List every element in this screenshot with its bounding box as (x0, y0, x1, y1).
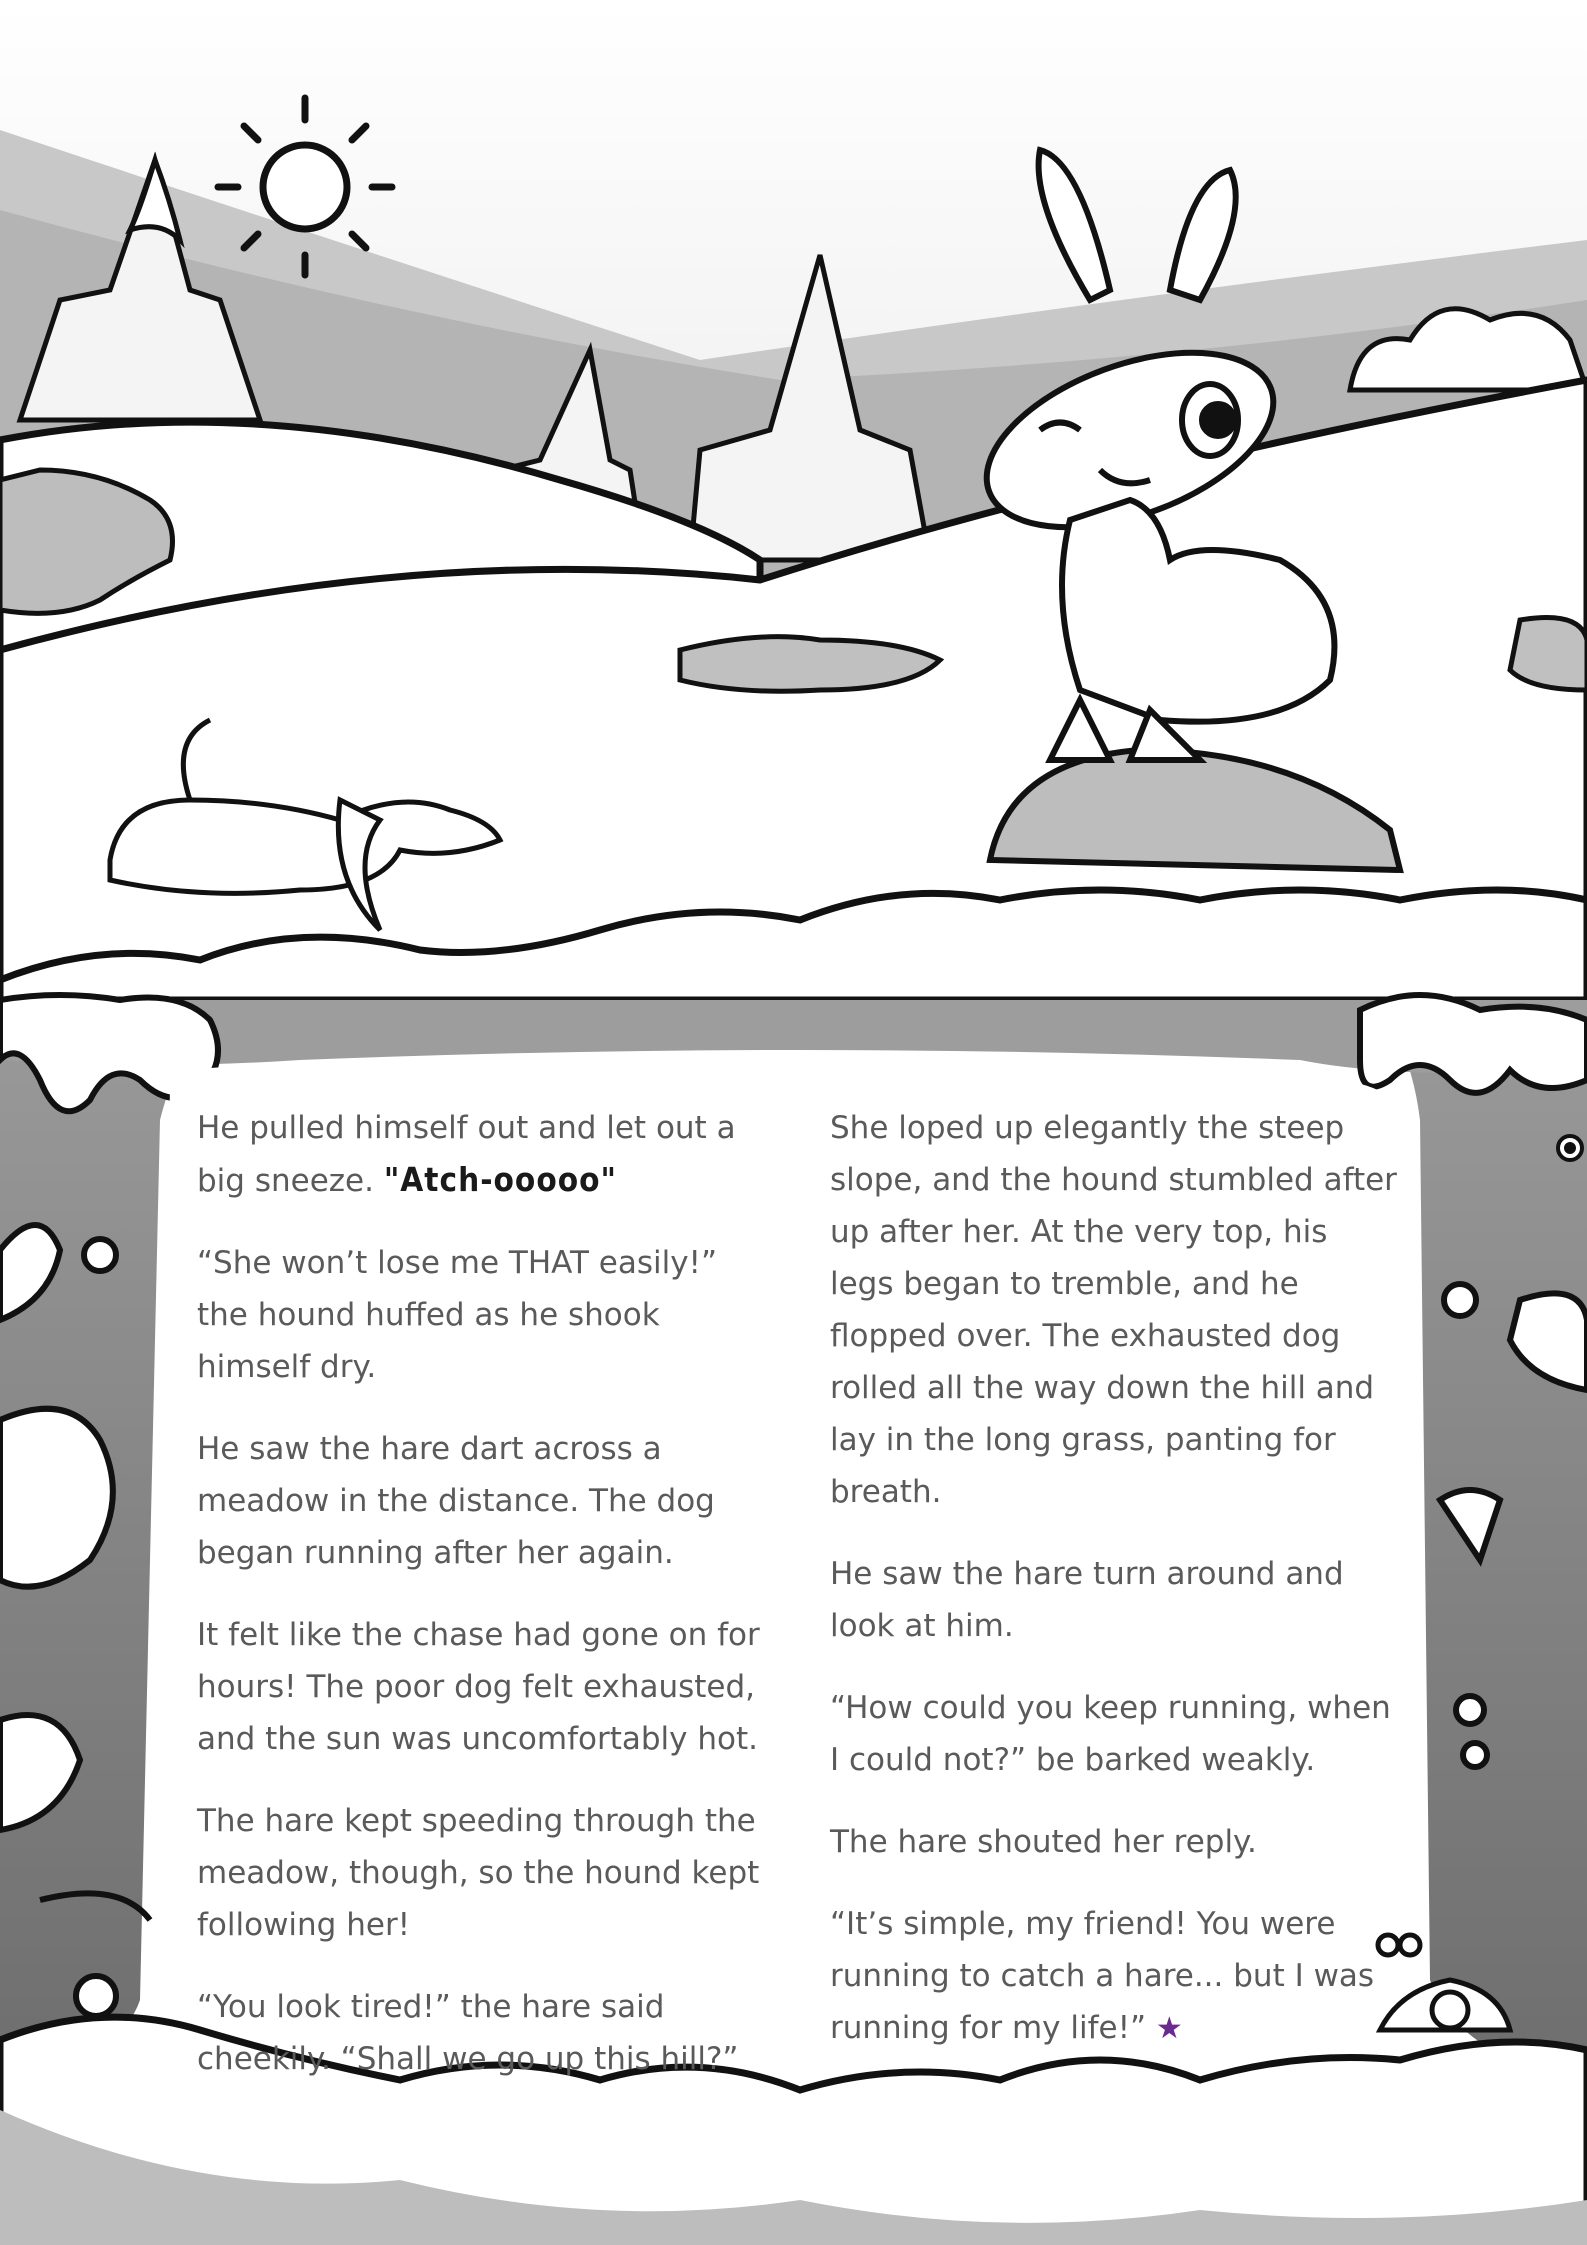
story-paragraph: The hare kept speeding through the meadow, though, so the hound kept following her! (197, 1803, 760, 1943)
target-icon (1558, 1136, 1582, 1160)
story-text: He pulled himself out and let out a big sneeze. (197, 1110, 736, 1199)
story-paragraph (197, 1102, 767, 1207)
story-paragraph: It felt like the chase had gone on for hours! The poor dog felt exhausted, and the sun was uncomfortably hot. (197, 1617, 760, 1757)
story-paragraph (830, 1898, 1400, 2055)
sneeze-sound: "Atch-ooooo" (383, 1160, 617, 1199)
story-column-left (197, 1102, 767, 2115)
story-text: “It’s simple, my friend! You were running to catch a hare... but I was running for my life!” (830, 1906, 1375, 2046)
story-paragraph: “You look tired!” the hare said cheekily. “Shall we go up this hill?” (197, 1989, 739, 2077)
story-paragraph: The hare shouted her reply. (830, 1824, 1257, 1860)
star-icon: ★ (1155, 2011, 1183, 2046)
story-paragraph: He saw the hare dart across a meadow in the distance. The dog began running after her again. (197, 1431, 715, 1571)
story-paragraph: She loped up elegantly the steep slope, and the hound stumbled after up after her. At the very top, his legs began to tremble, and he flopped over. The exhausted dog rolled all the way down the hill and lay in the long grass, panting for breath. (830, 1110, 1397, 1510)
story-column-right (830, 1102, 1400, 2085)
story-paragraph: “She won’t lose me THAT easily!” the hound huffed as he shook himself dry. (197, 1245, 718, 1385)
story-paragraph: He saw the hare turn around and look at him. (830, 1556, 1344, 1644)
story-paragraph: “How could you keep running, when I could not?” be barked weakly. (830, 1690, 1391, 1778)
